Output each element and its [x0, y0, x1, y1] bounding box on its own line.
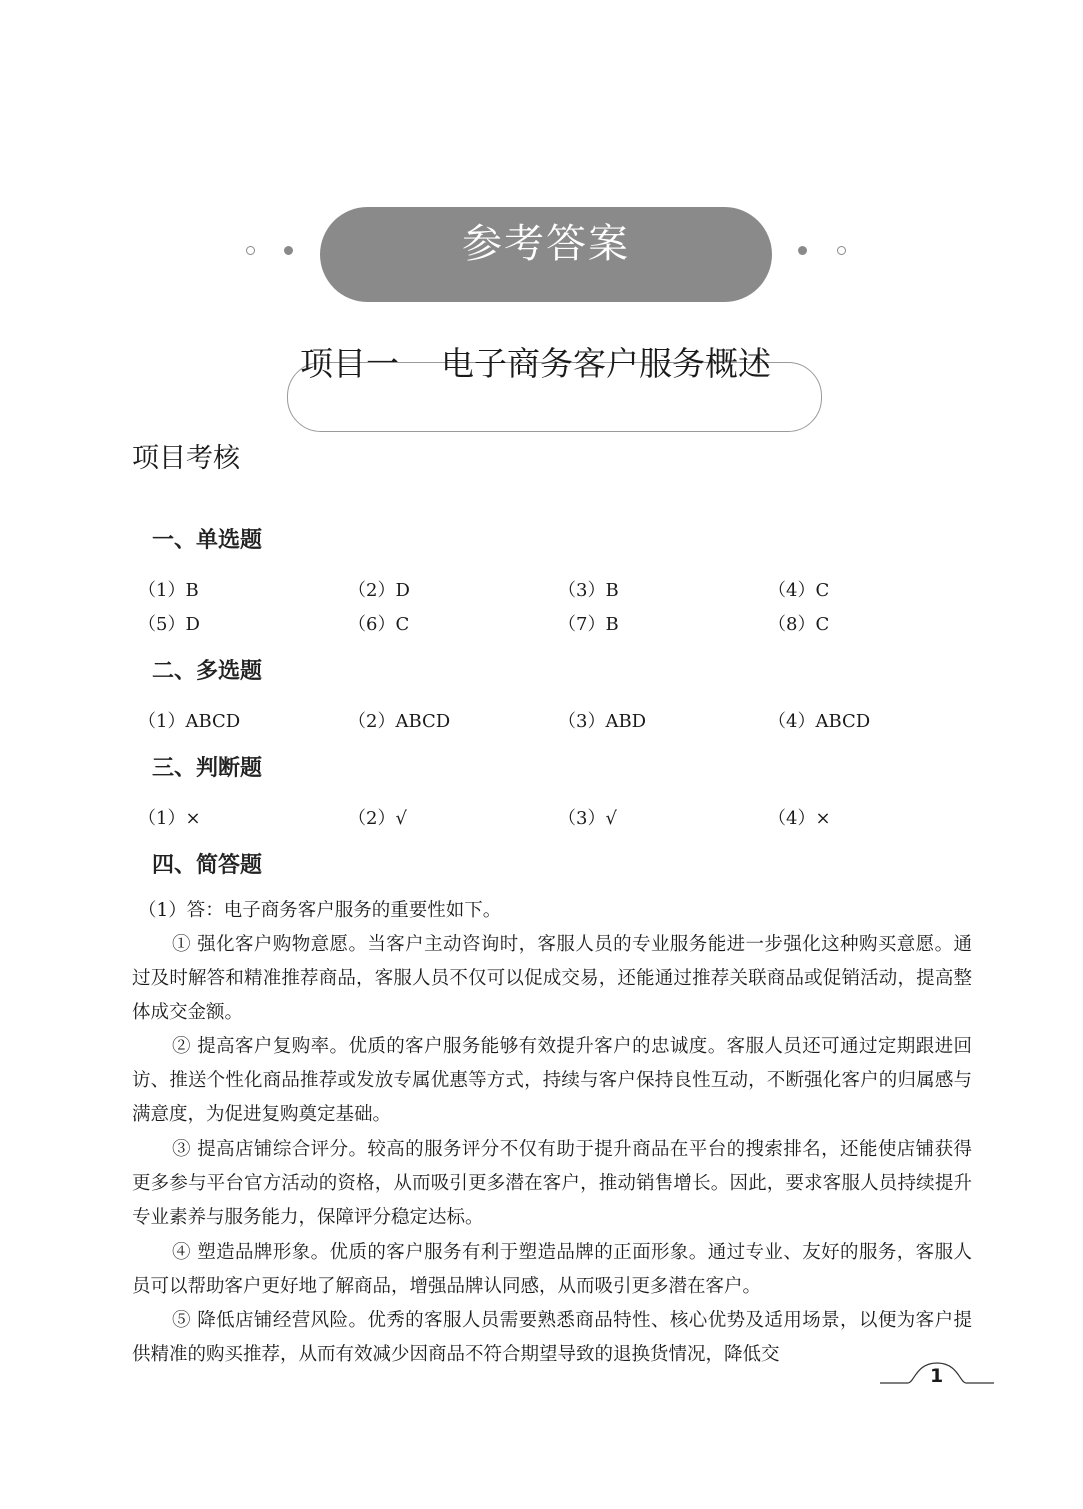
- answer-item: （1）×: [138, 808, 201, 829]
- decor-dot-right-inner: [798, 246, 807, 255]
- answer-item: （4）ABCD: [768, 711, 871, 732]
- page-number-badge: [880, 1355, 995, 1395]
- answer-item: （4）C: [768, 580, 830, 601]
- single-choice-row: [138, 610, 978, 636]
- banner-title: 参考答案: [462, 221, 630, 267]
- decor-dot-left-outer: [246, 246, 255, 255]
- answer-item: （3）B: [558, 580, 619, 601]
- section-title: 项目考核: [132, 443, 240, 474]
- true-false-heading: 三、判断题: [152, 756, 263, 781]
- answer-item: （4）×: [768, 808, 831, 829]
- page-number: 1: [930, 1365, 944, 1387]
- single-choice-heading: 一、单选题: [152, 528, 263, 553]
- project-title: 项目一 电子商务客户服务概述: [300, 344, 771, 383]
- answer-item: （1）ABCD: [138, 711, 241, 732]
- answer-item: （2）√: [348, 808, 407, 829]
- answer-paragraph: ③ 提高店铺综合评分。较高的服务评分不仅有助于提升商品在平台的搜索排名，还能使店铺获得更多参与平台官方活动的资格，从而吸引更多潜在客户，推动销售增长。因此，要求客服人员持续提升专业素养与服务能力，保障评分稳定达标。: [132, 1139, 972, 1228]
- answer-item: （8）C: [768, 614, 830, 635]
- multi-choice-row: [138, 707, 978, 733]
- true-false-row: [138, 804, 978, 830]
- answer-paragraph: ⑤ 降低店铺经营风险。优秀的客服人员需要熟悉商品特性、核心优势及适用场景，以便为客户提供精准的购买推荐，从而有效减少因商品不符合期望导致的退换货情况，降低交: [132, 1310, 972, 1365]
- answer-item: （3）√: [558, 808, 617, 829]
- answer-item: （3）ABD: [558, 711, 647, 732]
- answer-paragraph: ② 提高客户复购率。优质的客户服务能够有效提升客户的忠诚度。客服人员还可通过定期跟进回访、推送个性化商品推荐或发放专属优惠等方式，持续与客户保持良性互动，不断强化客户的归属感与满意度，为促进复购奠定基础。: [132, 1036, 972, 1125]
- answer-intro: （1）答：电子商务客户服务的重要性如下。: [138, 900, 502, 921]
- multi-choice-heading: 二、多选题: [152, 659, 263, 684]
- answer-item: （6）C: [348, 614, 410, 635]
- answer-item: （5）D: [138, 614, 200, 635]
- decor-dot-left-inner: [284, 246, 293, 255]
- answer-paragraph: ① 强化客户购物意愿。当客户主动咨询时，客服人员的专业服务能进一步强化这种购买意愿。通过及时解答和精准推荐商品，客服人员不仅可以促成交易，还能通过推荐关联商品或促销活动，提高整体成交金额。: [132, 934, 972, 1023]
- short-answer-heading: 四、简答题: [152, 853, 263, 878]
- answer-item: （7）B: [558, 614, 619, 635]
- decor-dot-right-outer: [837, 246, 846, 255]
- answer-item: （1）B: [138, 580, 199, 601]
- answer-paragraph: ④ 塑造品牌形象。优质的客户服务有利于塑造品牌的正面形象。通过专业、友好的服务，客服人员可以帮助客户更好地了解商品，增强品牌认同感，从而吸引更多潜在客户。: [132, 1242, 972, 1297]
- single-choice-row: [138, 576, 978, 602]
- answer-item: （2）ABCD: [348, 711, 451, 732]
- answer-item: （2）D: [348, 580, 410, 601]
